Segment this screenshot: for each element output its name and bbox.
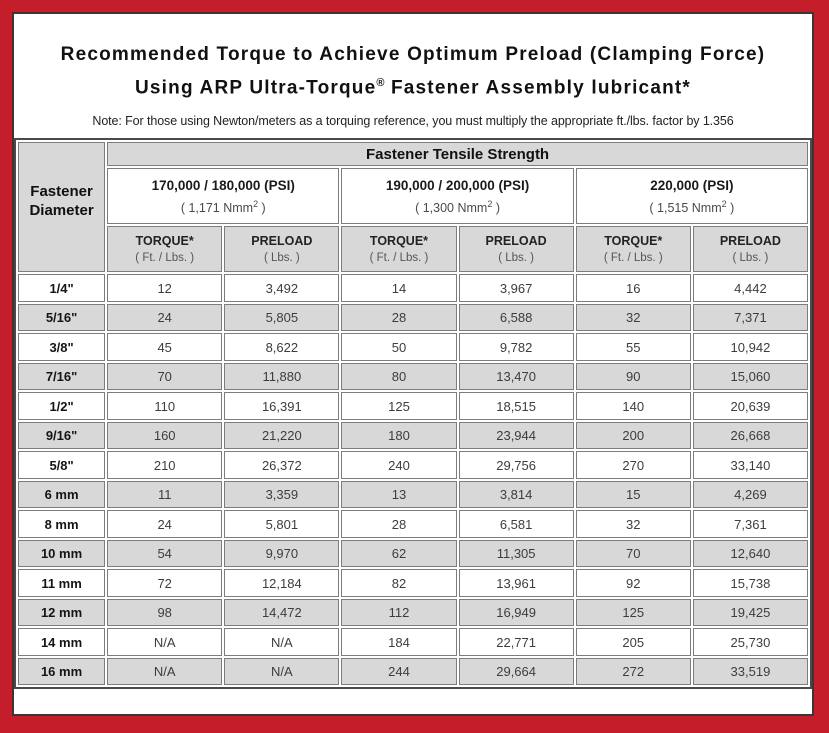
preload-value-cell: 23,944 [459,422,574,450]
torque-value-cell: 54 [107,540,222,568]
table-row [18,274,808,302]
torque-value-cell: 70 [576,540,691,568]
torque-value-cell: 55 [576,333,691,361]
torque-value-cell: 24 [107,304,222,332]
fastener-diameter-label-line-1: Fastener [30,182,93,200]
torque-value-cell: 13 [341,481,456,509]
table-row [18,540,808,568]
torque-value-cell: 28 [341,510,456,538]
torque-value-cell: 14 [341,274,456,302]
torque-value-cell: 24 [107,510,222,538]
torque-value-cell: 125 [341,392,456,420]
preload-value-cell: 3,814 [459,481,574,509]
fastener-diameter-cell: 9/16" [18,422,105,450]
torque-value-cell: N/A [107,658,222,686]
torque-column-header: TORQUE* ( Ft. / Lbs. ) [341,226,456,272]
torque-value-cell: 244 [341,658,456,686]
preload-value-cell: 3,359 [224,481,339,509]
nmm-rating: ( 1,515 Nmm$^2$ ) [649,198,735,215]
table-row [18,569,808,597]
preload-value-cell: 29,756 [459,451,574,479]
fastener-diameter-cell: 5/16" [18,304,105,332]
psi-rating: 170,000 / 180,000 (PSI) [151,177,295,193]
strength-group-220 [576,168,808,224]
preload-value-cell: 4,442 [693,274,808,302]
table-row [18,333,808,361]
preload-column-header: PRELOAD ( Lbs. ) [224,226,339,272]
preload-value-cell: 5,801 [224,510,339,538]
preload-value-cell: 8,622 [224,333,339,361]
table-row [18,658,808,686]
preload-value-cell: 9,970 [224,540,339,568]
torque-value-cell: 62 [341,540,456,568]
preload-value-cell: 25,730 [693,628,808,656]
table-row [18,481,808,509]
nmm-rating: ( 1,300 Nmm$^2$ ) [415,198,500,215]
torque-value-cell: 50 [341,333,456,361]
preload-value-cell: 29,664 [459,658,574,686]
torque-value-cell: 82 [341,569,456,597]
torque-value-cell: 32 [576,510,691,538]
preload-value-cell: 14,472 [224,599,339,627]
preload-value-cell: 16,949 [459,599,574,627]
torque-value-cell: 270 [576,451,691,479]
torque-value-cell: N/A [107,628,222,656]
torque-value-cell: 184 [341,628,456,656]
torque-column-header: TORQUE* ( Ft. / Lbs. ) [107,226,222,272]
preload-value-cell: 3,492 [224,274,339,302]
page-frame [12,12,814,716]
table-row [18,599,808,627]
preload-value-cell: 18,515 [459,392,574,420]
table-body [18,274,808,685]
torque-value-cell: 140 [576,392,691,420]
strength-group-170-180 [107,168,339,224]
fastener-diameter-cell: 8 mm [18,510,105,538]
title-line-2-suffix: Fastener Assembly lubricant* [384,77,692,99]
preload-value-cell: 12,184 [224,569,339,597]
preload-value-cell: 11,305 [459,540,574,568]
preload-value-cell: N/A [224,628,339,656]
page-title-line-1: Recommended Torque to Achieve Optimum Preload (Clamping Force) [60,44,766,65]
fastener-diameter-cell: 5/8" [18,451,105,479]
fastener-diameter-cell: 6 mm [18,481,105,509]
strength-group-190-200 [341,168,573,224]
preload-value-cell: 12,640 [693,540,808,568]
torque-preload-header-row [18,226,808,272]
table-row [18,392,808,420]
preload-value-cell: 15,738 [693,569,808,597]
preload-value-cell: 5,805 [224,304,339,332]
torque-value-cell: 72 [107,569,222,597]
preload-value-cell: 9,782 [459,333,574,361]
registered-trademark-symbol: ® [376,77,385,89]
torque-value-cell: 125 [576,599,691,627]
fastener-diameter-cell: 16 mm [18,658,105,686]
table-row [18,510,808,538]
torque-value-cell: 16 [576,274,691,302]
preload-value-cell: 22,771 [459,628,574,656]
table-row [18,422,808,450]
torque-value-cell: 112 [341,599,456,627]
nmm-rating: ( 1,171 Nmm$^2$ ) [180,198,266,215]
preload-value-cell: 19,425 [693,599,808,627]
torque-value-cell: 160 [107,422,222,450]
torque-value-cell: 200 [576,422,691,450]
psi-rating: 190,000 / 200,000 (PSI) [385,177,530,193]
preload-value-cell: 16,391 [224,392,339,420]
preload-value-cell: N/A [224,658,339,686]
preload-column-header: PRELOAD ( Lbs. ) [693,226,808,272]
torque-value-cell: 15 [576,481,691,509]
preload-value-cell: 6,581 [459,510,574,538]
torque-value-cell: 28 [341,304,456,332]
psi-header-row [18,168,808,224]
torque-value-cell: 110 [107,392,222,420]
preload-value-cell: 10,942 [693,333,808,361]
preload-value-cell: 26,372 [224,451,339,479]
preload-value-cell: 33,140 [693,451,808,479]
preload-value-cell: 7,361 [693,510,808,538]
tensile-strength-header-row [18,142,808,166]
torque-value-cell: 180 [341,422,456,450]
table-row [18,451,808,479]
preload-value-cell: 33,519 [693,658,808,686]
fastener-diameter-cell: 1/4" [18,274,105,302]
torque-value-cell: 45 [107,333,222,361]
fastener-diameter-cell: 14 mm [18,628,105,656]
psi-rating: 220,000 (PSI) [650,177,734,193]
title-block [14,14,812,138]
preload-value-cell: 13,470 [459,363,574,391]
torque-value-cell: 32 [576,304,691,332]
torque-value-cell: 70 [107,363,222,391]
preload-value-cell: 11,880 [224,363,339,391]
preload-value-cell: 6,588 [459,304,574,332]
torque-value-cell: 11 [107,481,222,509]
preload-value-cell: 20,639 [693,392,808,420]
torque-table [14,138,812,689]
preload-value-cell: 21,220 [224,422,339,450]
fastener-diameter-header-cell [18,142,105,272]
preload-value-cell: 13,961 [459,569,574,597]
torque-value-cell: 272 [576,658,691,686]
torque-value-cell: 92 [576,569,691,597]
torque-value-cell: 90 [576,363,691,391]
preload-value-cell: 7,371 [693,304,808,332]
page-title-line-2 [14,69,812,102]
torque-value-cell: 12 [107,274,222,302]
torque-value-cell: 205 [576,628,691,656]
torque-value-cell: 98 [107,599,222,627]
preload-value-cell: 4,269 [693,481,808,509]
fastener-diameter-cell: 10 mm [18,540,105,568]
torque-column-header: TORQUE* ( Ft. / Lbs. ) [576,226,691,272]
torque-value-cell: 80 [341,363,456,391]
newton-meters-note: Note: For those using Newton/meters as a torquing reference, you must multiply the appropriate ft./lbs. factor by 1.356 [92,114,734,129]
fastener-diameter-cell: 3/8" [18,333,105,361]
fastener-diameter-cell: 11 mm [18,569,105,597]
torque-value-cell: 210 [107,451,222,479]
table-row [18,628,808,656]
fastener-diameter-cell: 1/2" [18,392,105,420]
torque-value-cell: 240 [341,451,456,479]
table-row [18,304,808,332]
preload-column-header: PRELOAD ( Lbs. ) [459,226,574,272]
fastener-tensile-strength-cell: Fastener Tensile Strength [107,142,808,166]
title-line-2-text: Using ARP Ultra-Torque [134,77,377,99]
preload-value-cell: 15,060 [693,363,808,391]
table-row [18,363,808,391]
preload-value-cell: 26,668 [693,422,808,450]
fastener-diameter-cell: 7/16" [18,363,105,391]
fastener-diameter-cell: 12 mm [18,599,105,627]
preload-value-cell: 3,967 [459,274,574,302]
fastener-diameter-label-line-2: Diameter [29,201,94,219]
